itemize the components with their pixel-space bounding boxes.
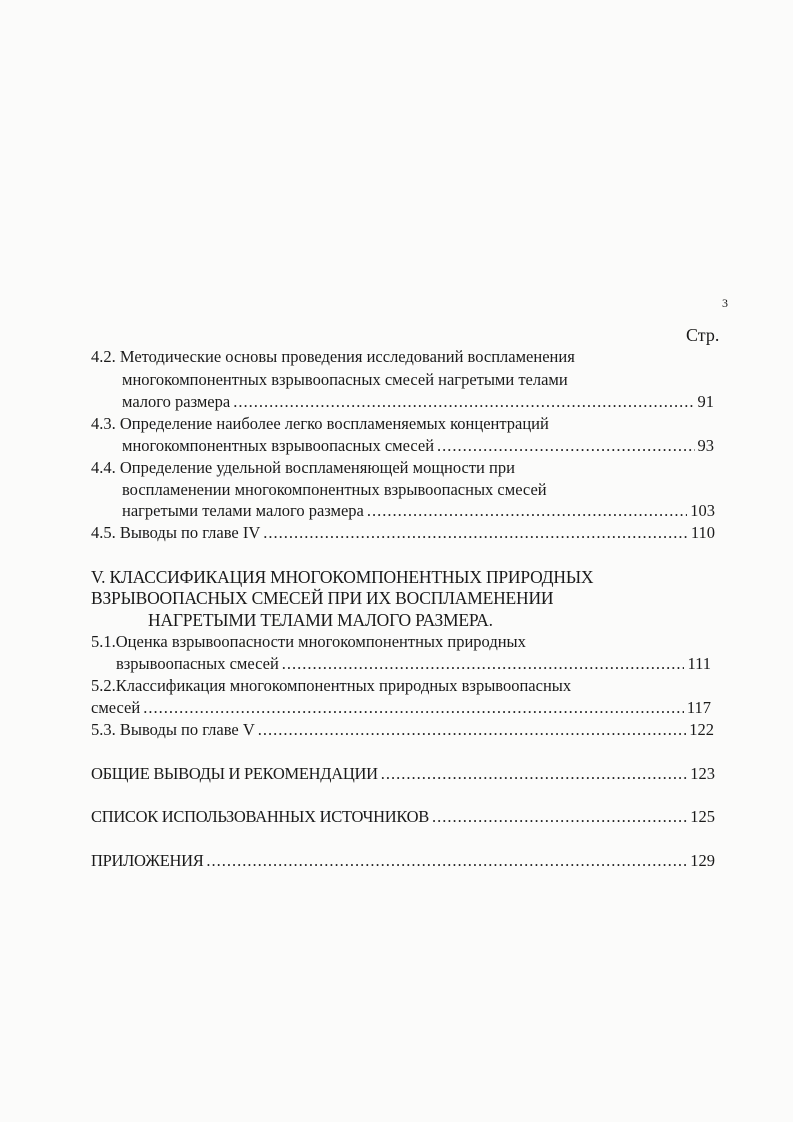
leader-dots bbox=[258, 719, 686, 741]
toc-entry-appendices-title: ПРИЛОЖЕНИЯ bbox=[91, 851, 204, 870]
toc-entry-4-2-line3: малого размера bbox=[122, 392, 231, 411]
leader-dots bbox=[432, 806, 687, 828]
chapter-5-heading-line2: ВЗРЫВООПАСНЫХ СМЕСЕЙ ПРИ ИХ ВОСПЛАМЕНЕНИИ bbox=[91, 588, 554, 608]
toc-entry-4-4-line3: нагретыми телами малого размера bbox=[122, 501, 364, 520]
toc-entry-5-1-line1: 5.1.Оценка взрывоопасности многокомпонентных природных bbox=[91, 632, 526, 651]
toc-entry-5-3-page: 122 bbox=[689, 720, 714, 739]
chapter-5-heading-line3: НАГРЕТЫМИ ТЕЛАМИ МАЛОГО РАЗМЕРА. bbox=[148, 610, 493, 630]
chapter-5-heading-line1: V. КЛАССИФИКАЦИЯ МНОГОКОМПОНЕНТНЫХ ПРИРОДНЫХ bbox=[91, 567, 594, 587]
toc-entry-4-4-line1: 4.4. Определение удельной воспламеняющей мощности при bbox=[91, 458, 515, 477]
leader-dots bbox=[233, 391, 694, 413]
toc-entry-5-1 bbox=[116, 653, 711, 675]
toc-entry-conclusions bbox=[91, 763, 715, 785]
toc-entry-4-3-line2: многокомпонентных взрывоопасных смесей bbox=[122, 436, 435, 455]
toc-entry-4-5-title: 4.5. Выводы по главе IV bbox=[91, 523, 261, 542]
toc-entry-4-2 bbox=[122, 391, 714, 413]
toc-entry-references-title: СПИСОК ИСПОЛЬЗОВАННЫХ ИСТОЧНИКОВ bbox=[91, 807, 429, 826]
toc-entry-4-4-line2: воспламенении многокомпонентных взрывоопасных смесей bbox=[122, 480, 547, 499]
leader-dots bbox=[437, 435, 694, 457]
toc-entry-5-1-page: 111 bbox=[687, 654, 711, 673]
toc-entry-appendices-page: 129 bbox=[690, 851, 715, 870]
toc-entry-4-2-line2: многокомпонентных взрывоопасных смесей нагретыми телами bbox=[122, 370, 568, 389]
toc-entry-references-page: 125 bbox=[690, 807, 715, 826]
toc-entry-5-2-line1: 5.2.Классификация многокомпонентных природных взрывоопасных bbox=[91, 676, 572, 695]
toc-entry-4-3 bbox=[122, 435, 714, 457]
page-number: 3 bbox=[722, 296, 728, 310]
toc-entry-4-3-line1: 4.3. Определение наиболее легко воспламеняемых концентраций bbox=[91, 414, 549, 433]
toc-entry-4-2-line1: 4.2. Методические основы проведения исследований воспламенения bbox=[91, 347, 575, 366]
toc-entry-5-3 bbox=[91, 719, 714, 741]
toc-entry-4-5 bbox=[91, 522, 715, 544]
leader-dots bbox=[206, 850, 687, 872]
toc-entry-appendices bbox=[91, 850, 715, 872]
toc-entry-5-1-line2: взрывоопасных смесей bbox=[116, 654, 279, 673]
toc-entry-5-3-title: 5.3. Выводы по главе V bbox=[91, 720, 255, 739]
toc-entry-5-2-page: 117 bbox=[686, 698, 711, 717]
leader-dots bbox=[367, 500, 687, 522]
toc-entry-4-4-page: 103 bbox=[690, 501, 715, 520]
toc-entry-5-2 bbox=[91, 697, 711, 719]
toc-entry-conclusions-title: ОБЩИЕ ВЫВОДЫ И РЕКОМЕНДАЦИИ bbox=[91, 764, 378, 783]
toc-entry-conclusions-page: 123 bbox=[690, 764, 715, 783]
toc-entry-4-5-page: 110 bbox=[690, 523, 715, 542]
leader-dots bbox=[282, 653, 685, 675]
toc-entry-4-4 bbox=[122, 500, 715, 522]
toc-entry-4-3-page: 93 bbox=[697, 436, 714, 455]
leader-dots bbox=[143, 697, 684, 719]
page-column-header: Стр. bbox=[686, 325, 720, 345]
toc-entry-5-2-line2: смесей bbox=[91, 698, 141, 717]
leader-dots bbox=[381, 763, 688, 785]
leader-dots bbox=[263, 522, 688, 544]
toc-entry-references bbox=[91, 806, 715, 828]
toc-entry-4-2-page: 91 bbox=[697, 392, 714, 411]
